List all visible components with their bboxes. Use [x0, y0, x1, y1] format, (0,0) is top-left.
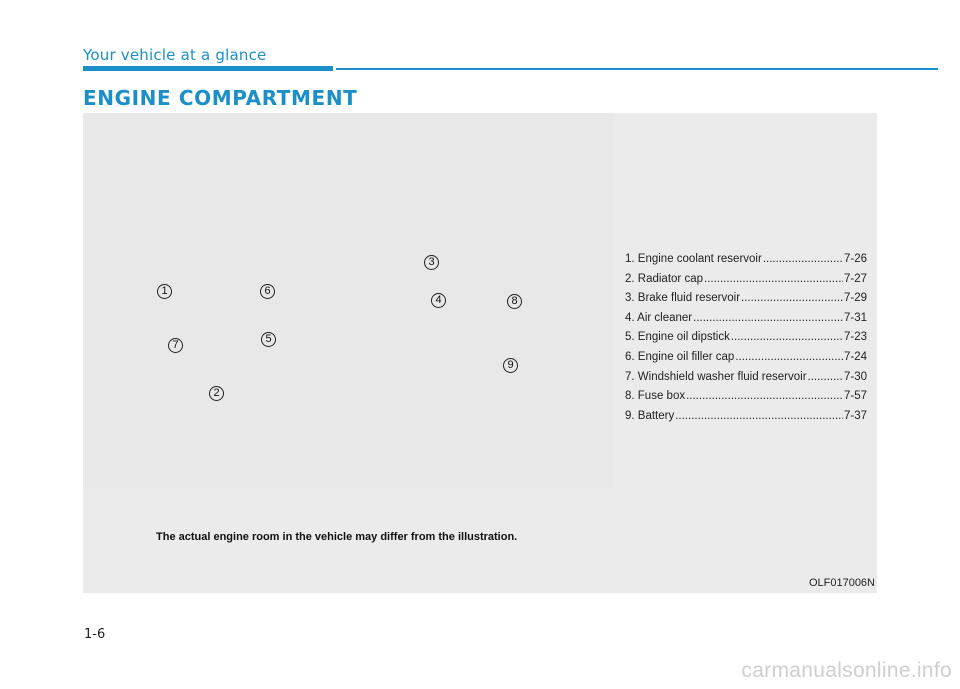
- callout-6: 6: [260, 284, 275, 299]
- callout-3: 3: [424, 255, 439, 270]
- callout-1: 1: [157, 284, 172, 299]
- legend-item: 4. Air cleaner ..... 7-31: [625, 309, 867, 329]
- figure-code: OLF017006N: [808, 577, 875, 589]
- legend-item: 8. Fuse box ..... 7-57: [625, 387, 867, 407]
- header-rule-thick: [83, 66, 333, 71]
- component-legend: [625, 250, 867, 426]
- watermark: carmanualsonline.info: [741, 659, 952, 682]
- engine-illustration: [83, 113, 613, 488]
- header-rule-thin: [336, 68, 938, 70]
- section-title: Your vehicle at a glance: [83, 46, 267, 64]
- engine-compartment-figure: [83, 113, 877, 593]
- page-heading: ENGINE COMPARTMENT: [83, 86, 358, 110]
- page-number: 1-6: [84, 627, 106, 642]
- illustration-note: The actual engine room in the vehicle may differ from the illustration.: [156, 531, 518, 543]
- callout-2: 2: [209, 386, 224, 401]
- legend-item: 2. Radiator cap ..... 7-27: [625, 270, 867, 290]
- callout-7: 7: [168, 338, 183, 353]
- legend-item: 9. Battery ..... 7-37: [625, 407, 867, 427]
- legend-item: 1. Engine coolant reservoir ..... 7-26: [625, 250, 867, 270]
- legend-item: 6. Engine oil filler cap ..... 7-24: [625, 348, 867, 368]
- legend-item: 5. Engine oil dipstick ..... 7-23: [625, 328, 867, 348]
- callout-5: 5: [261, 332, 276, 347]
- legend-item: 7. Windshield washer fluid reservoir ..... 7-30: [625, 368, 867, 388]
- legend-item: 3. Brake fluid reservoir ..... 7-29: [625, 289, 867, 309]
- callout-8: 8: [507, 294, 522, 309]
- callout-4: 4: [431, 293, 446, 308]
- callout-9: 9: [503, 358, 518, 373]
